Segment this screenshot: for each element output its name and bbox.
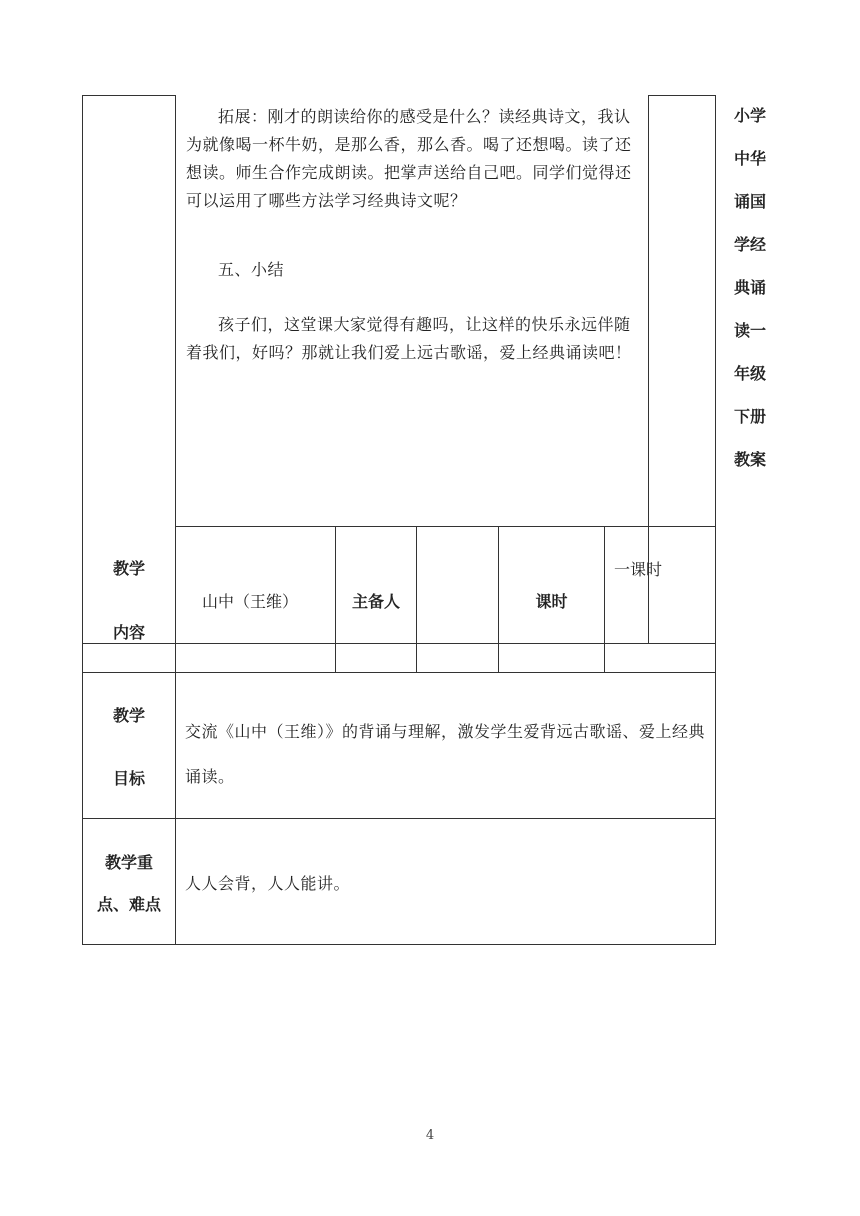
side-title-line: 学经	[733, 235, 766, 254]
table-border-top-right	[648, 95, 716, 96]
goals-text: 交流《山中（王维）》的背诵与理解，激发学生爱背远古歌谣、爱上经典诵读。	[185, 722, 706, 786]
content-value: 山中（王维）	[202, 592, 299, 611]
lead-label: 主备人	[351, 592, 400, 611]
table-border-bottom	[82, 944, 716, 945]
row-divider-2	[82, 643, 716, 644]
row-divider-4	[82, 818, 716, 819]
table-border-right-lower	[715, 526, 716, 945]
side-title-line: 教案	[733, 450, 766, 469]
row-divider-1	[175, 526, 716, 527]
page-number: 4	[425, 1128, 435, 1143]
content-label-line2: 内容	[112, 623, 145, 642]
side-title-line: 年级	[733, 364, 766, 383]
side-title-line: 小学	[733, 106, 766, 125]
key-points-text: 人人会背，人人能讲。	[185, 874, 351, 893]
section-heading-summary: 五、小结	[218, 260, 285, 279]
goals-label-line2: 目标	[112, 769, 145, 788]
table-border-top-left	[82, 95, 176, 96]
row-divider-3	[82, 672, 716, 673]
paragraph-summary: 孩子们，这堂课大家觉得有趣吗，让这样的快乐永远伴随着我们，好吗？那就让我们爱上远古歌谣，爱上经典诵读吧！	[186, 315, 632, 362]
table-border-right-upper	[715, 95, 716, 526]
side-title-line: 诵国	[733, 192, 766, 211]
side-title	[722, 100, 778, 487]
side-title-line: 典诵	[733, 278, 766, 297]
content-label-line1: 教学	[112, 559, 145, 578]
hours-value: 一课时	[614, 560, 663, 579]
paragraph-expand: 拓展：刚才的朗读给你的感受是什么？读经典诗文，我认为就像喝一杯牛奶，是那么香，那么香。喝了还想喝。读了还想读。师生合作完成朗读。把掌声送给自己吧。同学们觉得还可以运用了哪些方法学习经典诗文呢？	[186, 107, 632, 210]
key-points-label-line2: 点、难点	[96, 895, 161, 914]
goals-label-line1: 教学	[112, 706, 145, 725]
side-title-line: 读一	[733, 321, 766, 340]
hours-label: 课时	[535, 592, 568, 611]
key-points-label-line1: 教学重	[104, 853, 153, 872]
side-title-line: 中华	[733, 149, 766, 168]
side-title-line: 下册	[733, 407, 766, 426]
